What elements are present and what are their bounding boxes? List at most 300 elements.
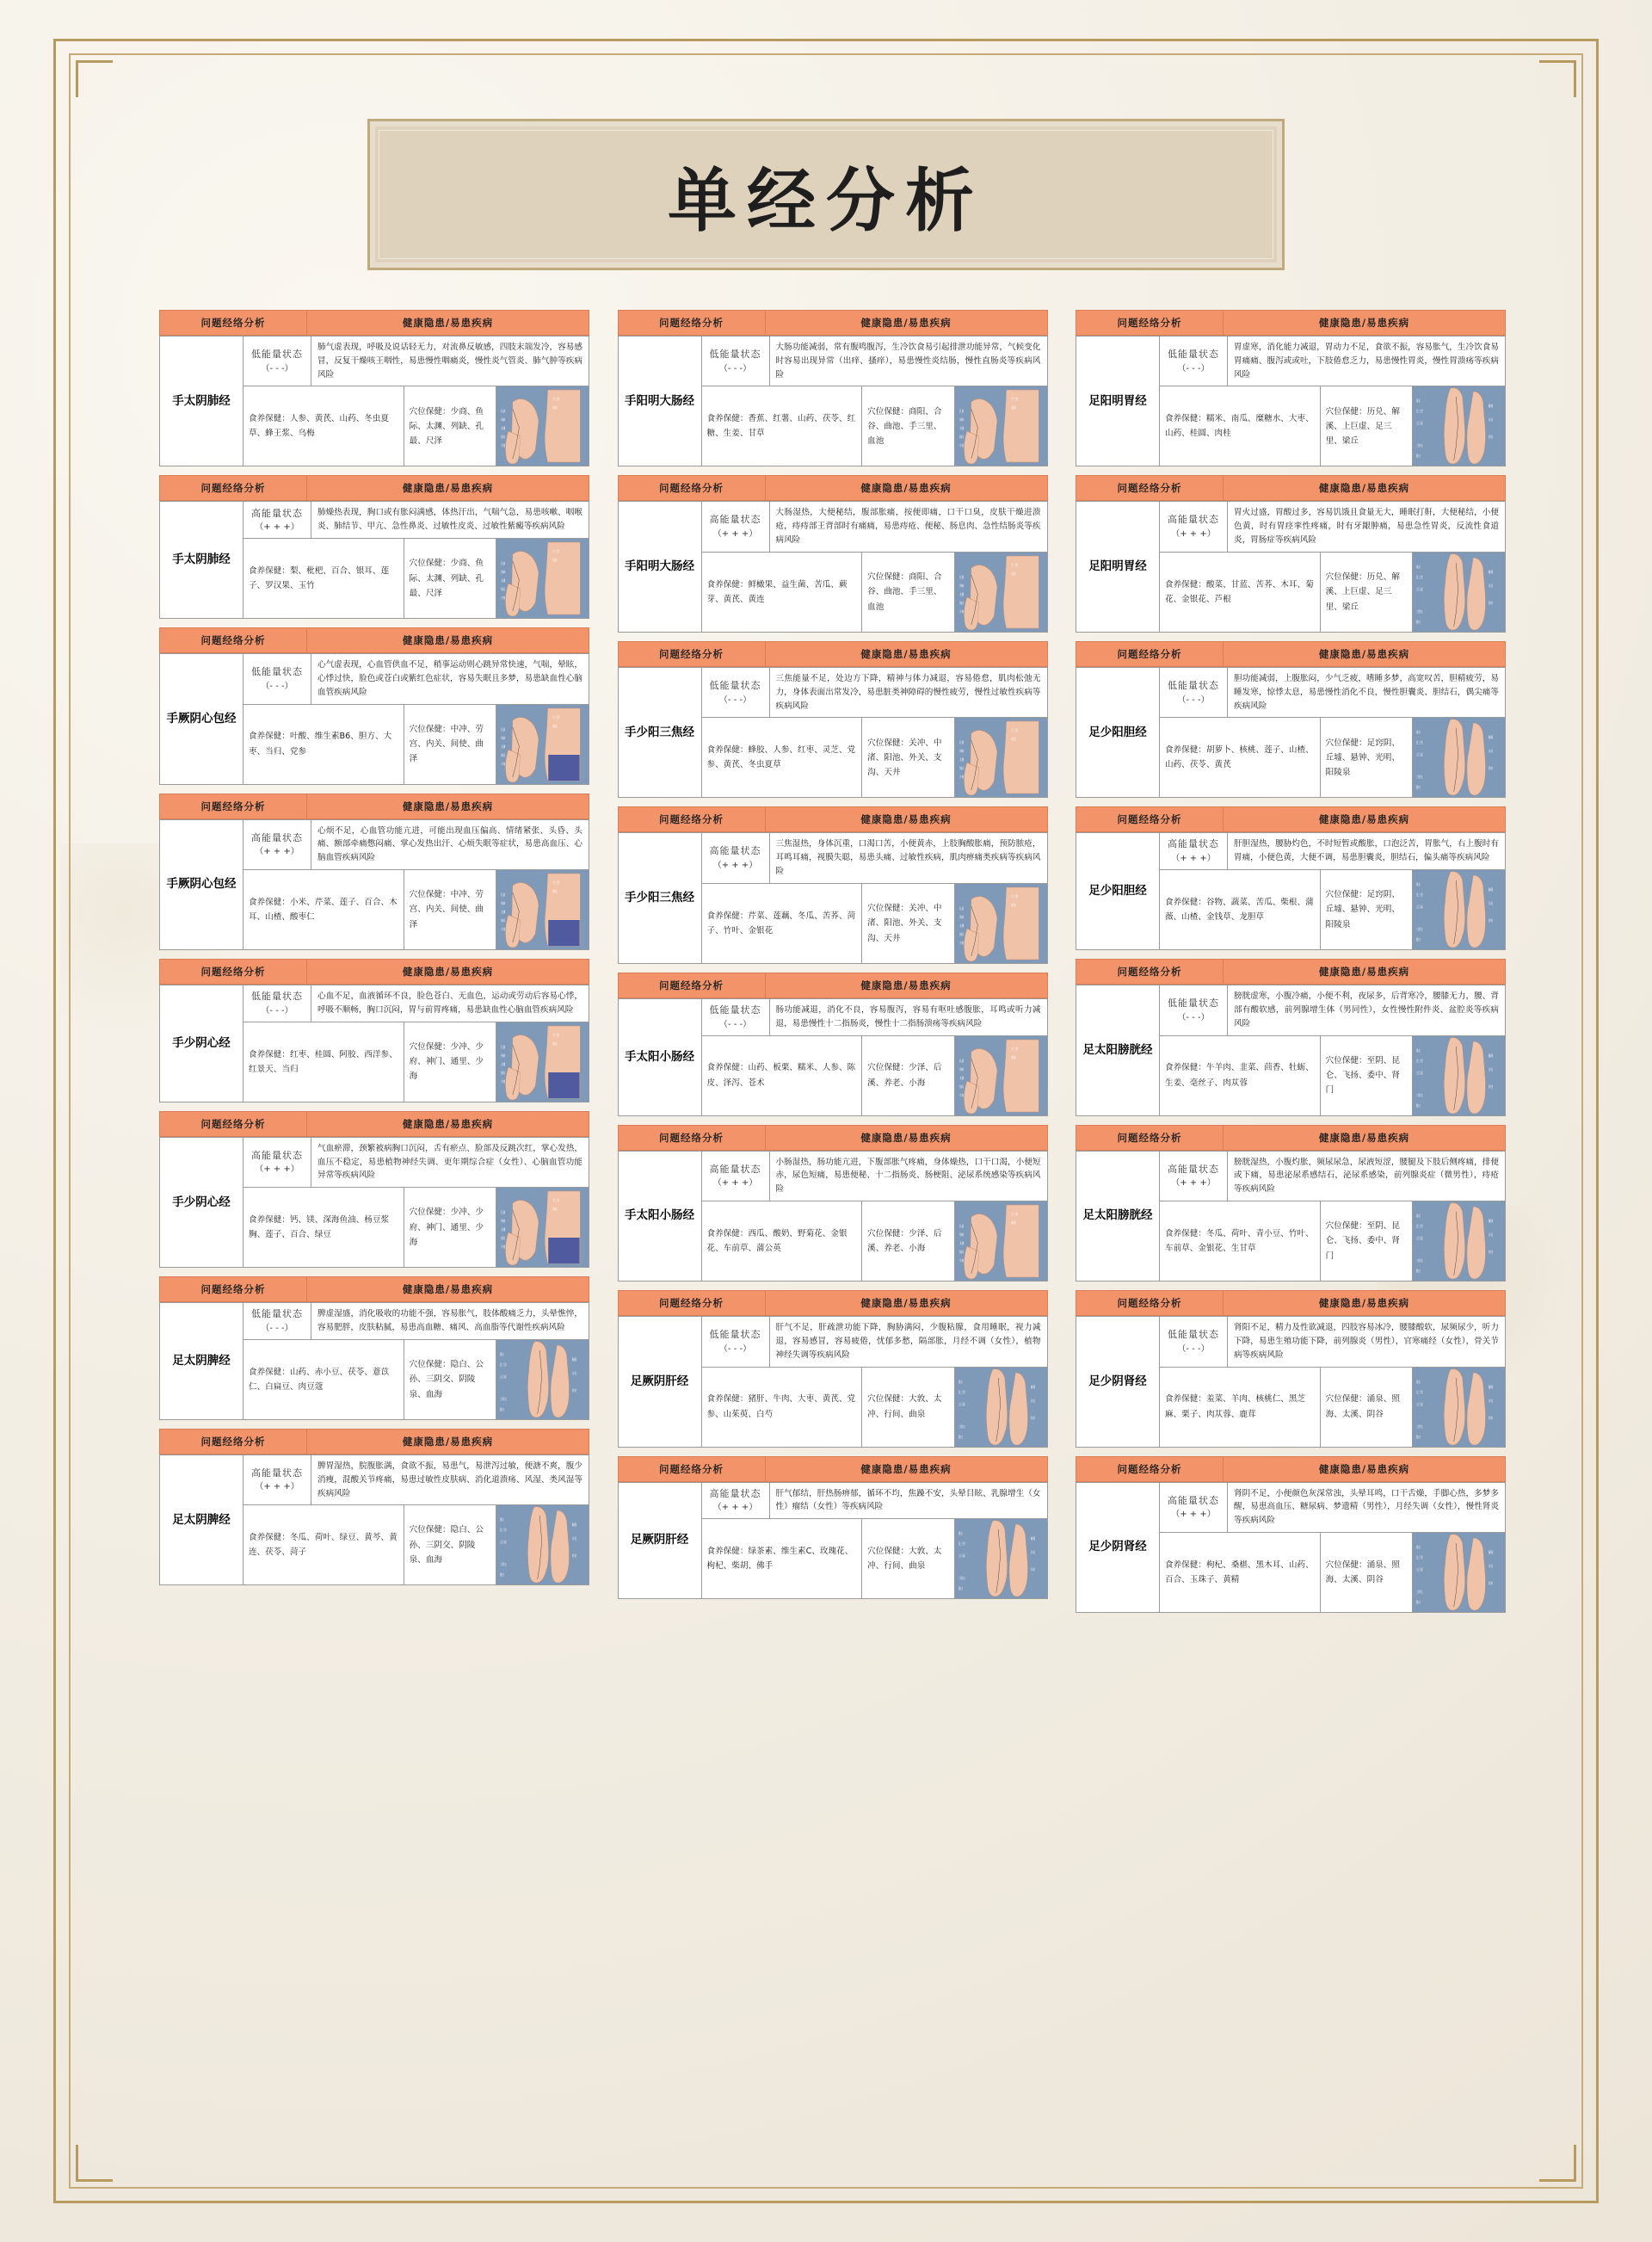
svg-text:孔最: 孔最 (501, 727, 506, 732)
svg-text:列缺: 列缺 (959, 1067, 965, 1072)
table-row (618, 1317, 1047, 1367)
svg-text:梁丘: 梁丘 (500, 1352, 505, 1357)
acupoint-care: 穴位保健：隐白、公孙、三阴交、阴陵泉、血海 (404, 1339, 496, 1419)
column-header-table (159, 794, 589, 819)
meridian-name: 手厥阴心包经 (160, 654, 243, 784)
energy-status: 高能量状态 （+ + +） (1160, 502, 1228, 552)
svg-text:隐白: 隐白 (1416, 1600, 1421, 1605)
meridian-block (159, 1302, 589, 1420)
risk-description: 肾阴不足，小便颜色灰深常浊，头晕耳鸣，口干舌燥，手脚心热，多梦多醒，易患高血压、糖尿病、梦遗精（男性），月经失调（女性），慢性肾炎等疾病风险 (1228, 1482, 1506, 1532)
svg-text:上巨虚: 上巨虚 (1416, 1567, 1423, 1572)
energy-status: 低能量状态 （- - -） (243, 985, 311, 1022)
header-risk: 健康隐患/易患疾病 (765, 1291, 1047, 1316)
food-care: 食养保健：梨、枇杷、百合、银耳、莲子、罗汉果、玉竹 (243, 539, 404, 619)
svg-text:少商: 少商 (501, 443, 506, 448)
svg-text:太渊: 太渊 (959, 592, 965, 597)
acupoint-care: 穴位保健：商阳、合谷、曲池、手三里、血池 (862, 552, 955, 632)
svg-text:历兑: 历兑 (572, 1371, 577, 1376)
header-risk: 健康隐患/易患疾病 (1224, 476, 1506, 501)
svg-text:鱼际: 鱼际 (959, 932, 965, 937)
meridian-name: 手厥阴心包经 (160, 819, 243, 949)
svg-text:手三里: 手三里 (552, 1198, 560, 1203)
header-risk: 健康隐患/易患疾病 (1224, 807, 1506, 832)
header-problem: 问题经络分析 (1076, 807, 1224, 832)
svg-text:阴谷: 阴谷 (572, 1388, 577, 1393)
meridian-name: 足阳明胃经 (1076, 337, 1160, 466)
svg-text:手三里: 手三里 (1011, 894, 1018, 899)
header-problem: 问题经络分析 (618, 807, 765, 832)
meridian-name: 手太阳小肠经 (618, 1151, 701, 1281)
column-header-table (159, 959, 589, 985)
svg-text:曲池: 曲池 (552, 1207, 558, 1212)
meridian-figure (1413, 1367, 1506, 1447)
risk-description: 肝气不足，肝疏泄功能下降，胸胁满闷，少腹粘朦，食用睡眠，视力减退，容易感冒，容易疲倦，忧郁多愁，隔部胀，月经不调（女性），植物神经失调等疾病风险 (769, 1317, 1047, 1367)
risk-description: 胆功能减弱，上腹胀闷，少气乏疲，嗜睡多梦，高宽叹苦，胆精疲劳，易睡发寒，惊悸太息，易患慢性消化不良，慢性胆囊炎、胆结石，偶尖痛等疾病风险 (1228, 667, 1506, 717)
acupoint-care: 穴位保健：历兑、解溪、上巨虚、足三里、梁丘 (1320, 552, 1413, 632)
svg-text:隐白: 隐白 (500, 1407, 505, 1412)
energy-status: 低能量状态 （- - -） (701, 667, 769, 717)
svg-text:曲池: 曲池 (552, 1041, 558, 1046)
svg-text:鱼际: 鱼际 (959, 1084, 965, 1089)
risk-description: 大肠功能减弱，常有腹鸣腹泻，生冷饮食易引起排泄功能异常，气候变化时容易出现异常（出痒、搔痒），易患慢性炎结肠，慢性直肠炎等疾病风险 (769, 337, 1047, 386)
table-row (160, 1303, 589, 1340)
svg-text:隐白: 隐白 (1416, 785, 1421, 790)
svg-text:太渊: 太渊 (501, 744, 506, 749)
header-problem: 问题经络分析 (1076, 1456, 1224, 1481)
header-problem: 问题经络分析 (160, 628, 307, 653)
food-care: 食养保健：叶酸、维生素B6、胆方、大枣、当归、党参 (243, 704, 404, 784)
svg-text:曲池: 曲池 (1011, 903, 1016, 908)
energy-status: 高能量状态 （+ + +） (243, 1455, 311, 1504)
header-risk: 健康隐患/易患疾病 (307, 311, 589, 336)
meridian-figure (496, 1022, 589, 1102)
table-row (1076, 502, 1506, 552)
table-row (618, 1151, 1047, 1201)
svg-text:孔最: 孔最 (501, 892, 506, 898)
acupoint-care: 穴位保健：足窍阴、丘墟、悬钟、光明、阳陵泉 (1320, 718, 1413, 798)
energy-status: 高能量状态 （+ + +） (701, 833, 769, 883)
meridian-figure (954, 1035, 1047, 1115)
food-care: 食养保健：冬瓜、荷叶、绿豆、黄芩、黄连、茯苓、菏子 (243, 1505, 404, 1585)
header-problem: 问题经络分析 (618, 1125, 765, 1150)
risk-description: 三焦湿热，身体沉重，口渴口苦，小便黄赤，上肢胸酸胀痛，预防脓疮，耳鸣耳痛，视膜失聪，易患头痛、过敏性疾病，肌肉痹痛类疾病等疾病风险 (769, 833, 1047, 883)
energy-status: 低能量状态 （- - -） (1160, 337, 1228, 386)
header-problem: 问题经络分析 (160, 960, 307, 985)
svg-text:三阴交: 三阴交 (958, 1576, 965, 1581)
risk-description: 肾阳不足，精力及性欲减退，四肢容易冰冷，腰膝酸软，尿频尿少，听力下降，易患生殖功能下降，前列腺炎（男性），官寒痛经（女性），骨关节病等疾病风险 (1228, 1317, 1506, 1367)
svg-text:解溪: 解溪 (1030, 1536, 1035, 1541)
block-spacer (618, 1116, 1048, 1125)
table-row (1076, 985, 1506, 1035)
meridian-block (159, 501, 589, 619)
meridian-block (1076, 1316, 1506, 1447)
svg-text:手三里: 手三里 (552, 1033, 560, 1037)
svg-text:少商: 少商 (959, 775, 965, 780)
table-row (160, 985, 589, 1022)
header-risk: 健康隐患/易患疾病 (765, 641, 1047, 666)
meridian-block (1076, 1482, 1506, 1613)
meridian-block (618, 1151, 1048, 1282)
header-risk: 健康隐患/易患疾病 (765, 807, 1047, 832)
column-header-table (159, 1111, 589, 1137)
svg-text:解溪: 解溪 (572, 1357, 577, 1362)
svg-text:列缺: 列缺 (501, 570, 506, 575)
meridian-name: 手阳明大肠经 (618, 502, 701, 632)
svg-text:列缺: 列缺 (501, 736, 506, 740)
svg-text:解溪: 解溪 (1489, 1384, 1494, 1389)
meridian-column-1 (159, 310, 589, 1613)
svg-text:太渊: 太渊 (959, 923, 965, 929)
meridian-block (1076, 501, 1506, 632)
svg-text:鱼际: 鱼际 (959, 1250, 965, 1255)
energy-status: 低能量状态 （- - -） (1160, 985, 1228, 1035)
meridian-block (159, 985, 589, 1102)
svg-text:手三里: 手三里 (552, 549, 560, 554)
column-header-table (1076, 641, 1506, 667)
header-risk: 健康隐患/易患疾病 (307, 628, 589, 653)
meridian-block (159, 1137, 589, 1268)
svg-text:曲池: 曲池 (1011, 1055, 1016, 1059)
energy-status: 低能量状态 （- - -） (701, 1317, 769, 1367)
svg-text:梁丘: 梁丘 (1416, 1379, 1421, 1384)
svg-text:少商: 少商 (959, 941, 965, 946)
meridian-figure (1413, 1035, 1506, 1115)
block-spacer (618, 1448, 1048, 1456)
block-spacer (1076, 1116, 1506, 1125)
svg-text:曲池: 曲池 (1011, 737, 1016, 742)
meridian-figure (496, 1188, 589, 1268)
svg-text:上巨虚: 上巨虚 (958, 1401, 965, 1406)
meridian-figure (496, 386, 589, 466)
block-spacer (1076, 798, 1506, 806)
title-banner (367, 119, 1285, 270)
svg-text:列缺: 列缺 (959, 749, 965, 754)
block-spacer (1076, 466, 1506, 475)
svg-text:阴谷: 阴谷 (572, 1553, 577, 1559)
table-row (618, 502, 1047, 552)
svg-text:阴谷: 阴谷 (1489, 1084, 1494, 1089)
svg-text:解溪: 解溪 (1489, 735, 1494, 740)
block-spacer (159, 1268, 589, 1276)
svg-text:孔最: 孔最 (959, 575, 965, 580)
title-banner-inner-line (379, 130, 1273, 259)
meridian-block (1076, 336, 1506, 466)
svg-text:三阴交: 三阴交 (500, 1562, 507, 1567)
svg-text:曲池: 曲池 (1011, 571, 1016, 577)
food-care: 食养保健：冬瓜、荷叶、青小豆、竹叶、车前草、金银花、生甘草 (1160, 1201, 1321, 1282)
svg-text:手三里: 手三里 (552, 715, 560, 720)
meridian-figure (1413, 1533, 1506, 1613)
block-spacer (618, 466, 1048, 475)
svg-text:孔最: 孔最 (501, 1045, 506, 1049)
table-row (1076, 337, 1506, 386)
svg-text:孔最: 孔最 (959, 1224, 965, 1229)
table-row (1076, 1482, 1506, 1532)
svg-text:三阴交: 三阴交 (1416, 443, 1423, 448)
acupoint-care: 穴位保健：大敦、太冲、行间、曲泉 (862, 1367, 955, 1447)
meridian-figure (496, 539, 589, 619)
svg-text:上巨虚: 上巨虚 (1416, 1401, 1423, 1406)
header-problem: 问题经络分析 (160, 1429, 307, 1454)
svg-text:历兑: 历兑 (1489, 749, 1494, 754)
table-row (160, 1137, 589, 1187)
column-header-table (1076, 475, 1506, 501)
svg-text:梁丘: 梁丘 (1416, 565, 1421, 570)
block-spacer (159, 785, 589, 794)
risk-description: 胃火过盛，胃酸过多，容易饥饿且食量无大，睡眠打鼾，大便秘结，小便色黄，时有胃痉挛性疼痛，时有牙龈肿痛，易患急性胃炎，反流性食道炎，胃肠症等疾病风险 (1228, 502, 1506, 552)
svg-text:阴谷: 阴谷 (1489, 1250, 1494, 1255)
svg-text:鱼际: 鱼际 (959, 766, 965, 771)
svg-text:阴谷: 阴谷 (1489, 601, 1494, 606)
svg-text:足三里: 足三里 (1416, 892, 1423, 898)
svg-text:足三里: 足三里 (1416, 1389, 1423, 1394)
table-row (618, 833, 1047, 883)
energy-status: 高能量状态 （+ + +） (701, 502, 769, 552)
header-risk: 健康隐患/易患疾病 (1224, 1456, 1506, 1481)
svg-text:上巨虚: 上巨虚 (1416, 421, 1423, 426)
column-header-table (618, 1125, 1048, 1151)
meridian-block (618, 667, 1048, 798)
svg-text:梁丘: 梁丘 (500, 1517, 505, 1522)
svg-text:历兑: 历兑 (572, 1536, 577, 1541)
meridian-name: 足少阴肾经 (1076, 1317, 1160, 1447)
meridian-block (618, 1482, 1048, 1600)
table-row (160, 819, 589, 869)
svg-text:手三里: 手三里 (552, 880, 560, 886)
header-problem: 问题经络分析 (618, 311, 765, 336)
svg-text:足三里: 足三里 (1416, 740, 1423, 745)
meridian-block (159, 819, 589, 950)
block-spacer (1076, 633, 1506, 641)
svg-text:解溪: 解溪 (1489, 1550, 1494, 1555)
food-care: 食养保健：香蕉、红薯、山药、茯苓、红糖、生姜、甘草 (701, 386, 862, 466)
food-care: 食养保健：山药、赤小豆、茯苓、薏苡仁、白扁豆、肉豆蔻 (243, 1339, 404, 1419)
acupoint-care: 穴位保健：至阴、昆仑、飞扬、委中、肾门 (1320, 1201, 1413, 1282)
block-spacer (159, 950, 589, 959)
svg-text:孔最: 孔最 (959, 1059, 965, 1063)
food-care: 食养保健：山药、板栗、糯米、人参、陈皮、泽泻、苍术 (701, 1035, 862, 1115)
svg-text:孔最: 孔最 (501, 561, 506, 566)
svg-text:阴谷: 阴谷 (1489, 1415, 1494, 1420)
column-header-table (159, 475, 589, 501)
svg-text:解溪: 解溪 (1489, 1219, 1494, 1224)
meridian-name: 手少阴心经 (160, 985, 243, 1102)
meridian-name: 足厥阴肝经 (618, 1482, 701, 1599)
svg-text:解溪: 解溪 (572, 1522, 577, 1528)
svg-text:三阴交: 三阴交 (958, 1424, 965, 1429)
svg-text:足三里: 足三里 (1416, 1555, 1423, 1560)
svg-text:历兑: 历兑 (1489, 417, 1494, 423)
svg-text:孔最: 孔最 (501, 1210, 506, 1215)
svg-text:上巨虚: 上巨虚 (1416, 1071, 1423, 1075)
energy-status: 低能量状态 （- - -） (243, 654, 311, 704)
svg-text:鱼际: 鱼际 (501, 587, 506, 592)
risk-description: 心烦不足，心血管功能亢进，可能出现血压偏高、情绪紧张、头昏、头痛、额部牵痛憋闷痛、掌心发热出汗、心烦失眠等症状，易患高血压、心脑血管疾病风险 (311, 819, 589, 869)
svg-text:鱼际: 鱼际 (959, 435, 965, 440)
table-row (160, 654, 589, 704)
table-row (618, 667, 1047, 717)
meridian-figure (954, 1519, 1047, 1599)
meridian-block (1076, 667, 1506, 798)
meridian-name: 足厥阴肝经 (618, 1317, 701, 1447)
header-problem: 问题经络分析 (618, 1456, 765, 1481)
table-row (160, 1455, 589, 1504)
header-problem: 问题经络分析 (160, 476, 307, 501)
header-risk: 健康隐患/易患疾病 (1224, 1125, 1506, 1150)
acupoint-care: 穴位保健：涌泉、照海、太溪、阴谷 (1320, 1533, 1413, 1613)
meridian-name: 足少阳胆经 (1076, 667, 1160, 797)
svg-text:隐白: 隐白 (1416, 620, 1421, 625)
acupoint-care: 穴位保健：少商、鱼际、太渊、列缺、孔最、尺泽 (404, 386, 496, 466)
svg-text:列缺: 列缺 (501, 901, 506, 906)
table-row (1076, 1151, 1506, 1201)
svg-text:足三里: 足三里 (1416, 409, 1423, 414)
meridian-block (618, 832, 1048, 963)
column-header-table (618, 1290, 1048, 1316)
svg-text:历兑: 历兑 (1489, 1398, 1494, 1403)
meridian-figure (954, 1367, 1047, 1447)
meridian-figure (496, 870, 589, 950)
page-title: 单经分析 (668, 159, 984, 241)
svg-text:隐白: 隐白 (1416, 1269, 1421, 1274)
block-spacer (159, 1102, 589, 1111)
svg-text:足三里: 足三里 (958, 1389, 965, 1394)
svg-text:太渊: 太渊 (501, 426, 506, 431)
svg-text:曲池: 曲池 (552, 405, 558, 411)
meridian-figure (1413, 552, 1506, 632)
food-care: 食养保健：鲜橄果、益生菌、苦瓜、蕨芽、黄芪、黄连 (701, 552, 862, 632)
svg-text:历兑: 历兑 (1489, 1067, 1494, 1072)
svg-text:少商: 少商 (501, 762, 506, 766)
table-row (160, 502, 589, 539)
acupoint-care: 穴位保健：关冲、中渚、阳池、外关、支沟、天井 (862, 718, 955, 798)
svg-text:三阴交: 三阴交 (500, 1397, 507, 1402)
meridian-figure (496, 704, 589, 784)
acupoint-care: 穴位保健：关冲、中渚、阳池、外关、支沟、天井 (862, 883, 955, 963)
svg-text:足三里: 足三里 (958, 1541, 965, 1547)
meridian-name: 手阳明大肠经 (618, 337, 701, 466)
meridian-figure (1413, 386, 1506, 466)
risk-description: 三焦能量不足，处边方下降，精神与体力减退，容易倦怠，肌肉松弛无力，身体表面出常发冷，易患脏类神障碍的慢性疲劳，慢性过敏性疾病等疾病风险 (769, 667, 1047, 717)
svg-text:足三里: 足三里 (1416, 1224, 1423, 1229)
energy-status: 低能量状态 （- - -） (701, 337, 769, 386)
svg-text:太渊: 太渊 (959, 1076, 965, 1080)
svg-text:孔最: 孔最 (501, 409, 506, 414)
column-header-table (618, 310, 1048, 336)
header-risk: 健康隐患/易患疾病 (307, 1277, 589, 1302)
meridian-name: 足少阳胆经 (1076, 833, 1160, 950)
block-spacer (618, 964, 1048, 973)
header-risk: 健康隐患/易患疾病 (765, 1125, 1047, 1150)
food-care: 食养保健：牛羊肉、韭菜、茴香、牡蛎、生姜、毫丝子、肉苁蓉 (1160, 1035, 1321, 1115)
meridian-name: 手太阳小肠经 (618, 998, 701, 1115)
svg-text:少商: 少商 (501, 1245, 506, 1250)
svg-text:解溪: 解溪 (1489, 1053, 1494, 1058)
svg-text:孔最: 孔最 (959, 740, 965, 745)
risk-description: 气血瘀滞，颈繁被病胸口沉闷，舌有瘀点、脸部及反跳次红，掌心发热，血压不稳定，易患植物神经失调、更年期综合症（女性）、心脑血管功能异常等疾病风险 (311, 1137, 589, 1187)
svg-text:解溪: 解溪 (1030, 1384, 1035, 1389)
meridian-block (618, 501, 1048, 632)
risk-description: 脾虚湿盛，消化吸收的功能不强，容易胀气，肢体酸痛乏力，头晕憔悴，容易肥胖，皮肤粘腻，易患高血糖、痛风、高血脂等代谢性疾病风险 (311, 1303, 589, 1340)
meridian-figure (496, 1505, 589, 1585)
acupoint-care: 穴位保健：少泽、后溪、养老、小海 (862, 1201, 955, 1282)
risk-description: 胃虚寒，消化能力减退，胃动力不足，食欲不振，容易胀气，生冷饮食易胃痛痛、腹泻或或吐，下肢倦怠乏力，易患慢性胃炎，慢性胃溃疡等疾病风险 (1228, 337, 1506, 386)
svg-text:少商: 少商 (501, 927, 506, 932)
block-spacer (159, 619, 589, 627)
svg-text:历兑: 历兑 (1489, 1232, 1494, 1238)
svg-text:梁丘: 梁丘 (1416, 882, 1421, 887)
svg-text:太渊: 太渊 (501, 578, 506, 584)
table-row (618, 337, 1047, 386)
svg-text:上巨虚: 上巨虚 (1416, 587, 1423, 592)
meridian-name: 足太阳膀胱经 (1076, 985, 1160, 1115)
svg-text:阴谷: 阴谷 (1489, 918, 1494, 923)
header-problem: 问题经络分析 (1076, 641, 1224, 666)
svg-text:解溪: 解溪 (1489, 887, 1494, 892)
svg-text:鱼际: 鱼际 (501, 1071, 506, 1075)
meridian-figure (954, 883, 1047, 963)
meridian-columns (159, 310, 1506, 1613)
risk-description: 膀胱虚寒，小腹冷痛，小便不利，夜尿多，后背寒冷，腰膝无力，腰、背部有酸软感，前列腺增生体（男同性），女性慢性附件炎、盆腔炎等疾病风险 (1228, 985, 1506, 1035)
meridian-block (1076, 1151, 1506, 1282)
svg-text:手三里: 手三里 (1011, 1212, 1018, 1217)
svg-text:列缺: 列缺 (501, 1219, 506, 1224)
energy-status: 低能量状态 （- - -） (1160, 1317, 1228, 1367)
meridian-block (1076, 985, 1506, 1115)
block-spacer (159, 1420, 589, 1429)
meridian-name: 足阳明胃经 (1076, 502, 1160, 632)
meridian-figure (1413, 1201, 1506, 1282)
svg-text:阴谷: 阴谷 (1489, 1581, 1494, 1586)
svg-text:鱼际: 鱼际 (501, 918, 506, 923)
food-care: 食养保健：芹菜、莲藕、冬瓜、苦荞、菏子、竹叶、金银花 (701, 883, 862, 963)
svg-text:曲池: 曲池 (552, 724, 558, 728)
risk-description: 肺气虚表现，呼吸及说话轻无力，对流鼻反敏感，四肢末端发冷，容易感冒，反复干燥咳王咽性，易患慢性咽痛炎，慢性炎气管炎、肺气肿等疾病风险 (311, 337, 589, 386)
energy-status: 低能量状态 （- - -） (243, 337, 311, 386)
svg-text:历兑: 历兑 (1489, 901, 1494, 906)
food-care: 食养保健：羞菜、羊肉、核桃仁、黑芝麻、栗子、肉苁蓉、鹿茸 (1160, 1367, 1321, 1447)
energy-status: 低能量状态 （- - -） (243, 1303, 311, 1340)
meridian-figure (954, 718, 1047, 798)
food-care: 食养保健：钙、镁、深海鱼油、杨豆浆胸、莲子、百合、绿豆 (243, 1188, 404, 1268)
svg-text:少商: 少商 (959, 443, 965, 448)
risk-description: 肠功能减退，消化不良，容易腹泻，容易有呕吐感腹胀，耳鸣或听力减退，易患慢性十二指肠炎，慢性十二指肠溃疡等疾病风险 (769, 998, 1047, 1035)
acupoint-care: 穴位保健：少泽、后溪、养老、小海 (862, 1035, 955, 1115)
meridian-figure (954, 552, 1047, 632)
svg-text:列缺: 列缺 (501, 417, 506, 423)
svg-text:解溪: 解溪 (1489, 570, 1494, 575)
svg-text:鱼际: 鱼际 (501, 1236, 506, 1241)
header-problem: 问题经络分析 (160, 794, 307, 818)
meridian-block (159, 1455, 589, 1585)
svg-text:隐白: 隐白 (958, 1434, 963, 1439)
meridian-figure (1413, 870, 1506, 950)
energy-status: 低能量状态 （- - -） (701, 998, 769, 1035)
food-care: 食养保健：胡萝卜、核桃、莲子、山楂、山药、茯苓、黄芪 (1160, 718, 1321, 798)
svg-text:隐白: 隐白 (1416, 1434, 1421, 1439)
svg-text:隐白: 隐白 (1416, 937, 1421, 942)
svg-text:阴谷: 阴谷 (1489, 766, 1494, 771)
meridian-figure (496, 1339, 589, 1419)
svg-text:梁丘: 梁丘 (1416, 398, 1421, 404)
meridian-name: 手少阴心经 (160, 1137, 243, 1267)
header-problem: 问题经络分析 (160, 1277, 307, 1302)
risk-description: 小肠湿热，肠功能亢进，下腹部胀气疼痛，身体燥热，口干口渴，小便短赤，尿色短痛，易患便秘、十二指肠炎、肠梗阻、泌尿系统感染等疾病风险 (769, 1151, 1047, 1201)
svg-text:太渊: 太渊 (501, 1227, 506, 1232)
block-spacer (1076, 950, 1506, 959)
svg-text:历兑: 历兑 (1489, 1564, 1494, 1569)
risk-description: 肝胆湿热，腰胁灼色，不时短暂或酸胀，口泡泛苦，胃胀气，右上腹时有胃痛，小便色黄，大便不调，易患胆囊炎，胆结石，偏头痛等疾病风险 (1228, 833, 1506, 870)
